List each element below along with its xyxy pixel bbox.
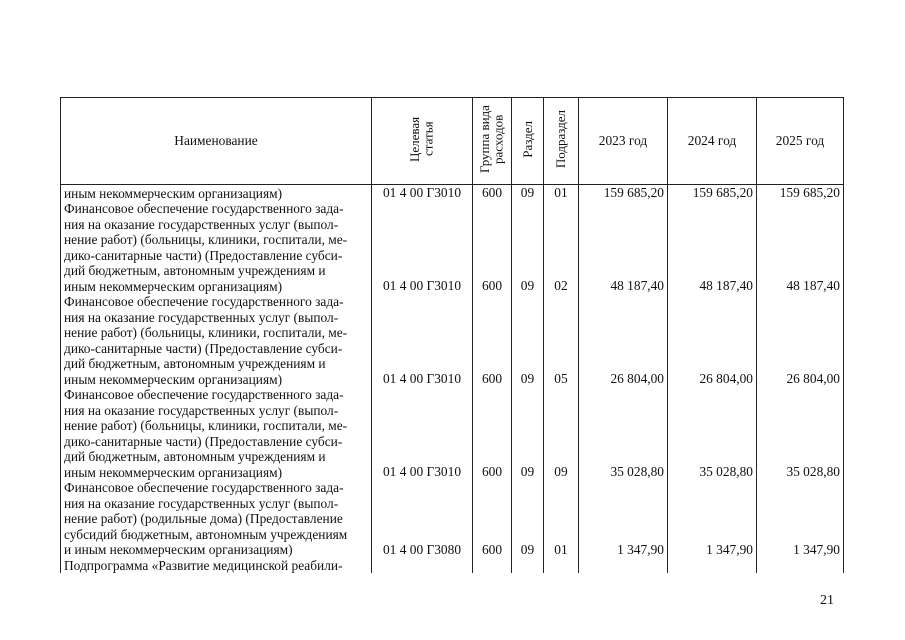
row-group-cell: 600 bbox=[473, 185, 512, 202]
row-target-cell: 01 4 00 Г3010 bbox=[372, 201, 473, 294]
row-2023-cell bbox=[579, 558, 668, 574]
row-2024-cell: 26 804,00 bbox=[668, 294, 757, 387]
row-name-line: ния на оказание государственных услуг (выпол- bbox=[64, 402, 339, 418]
row-section-cell: 09 bbox=[512, 201, 544, 294]
header-group: Группа вида расходов bbox=[473, 98, 512, 185]
row-target-cell: 01 4 00 Г3010 bbox=[372, 185, 473, 202]
table-row bbox=[61, 480, 844, 558]
header-name: Наименование bbox=[61, 98, 372, 185]
row-subsection-cell: 05 bbox=[544, 294, 579, 387]
row-2025-cell: 35 028,80 bbox=[757, 387, 844, 480]
row-2024-cell: 35 028,80 bbox=[668, 387, 757, 480]
row-name-line: ния на оказание государственных услуг (выпол- bbox=[64, 495, 339, 511]
row-name-line: дико-санитарные части) (Предоставление субси- bbox=[64, 247, 343, 263]
header-target: Целевая статья bbox=[372, 98, 473, 185]
row-subsection-cell: 02 bbox=[544, 201, 579, 294]
row-target-cell: 01 4 00 Г3010 bbox=[372, 294, 473, 387]
row-group-cell: 600 bbox=[473, 480, 512, 558]
row-2023-cell: 35 028,80 bbox=[579, 387, 668, 480]
row-name-line: Финансовое обеспечение государственного зада- bbox=[64, 480, 344, 495]
row-name-line: Финансовое обеспечение государственного зада- bbox=[64, 201, 344, 216]
header-section: Раздел bbox=[512, 98, 544, 185]
row-target-cell: 01 4 00 Г3010 bbox=[372, 387, 473, 480]
row-group-cell: 600 bbox=[473, 294, 512, 387]
table-body bbox=[61, 185, 844, 574]
row-name-cell bbox=[61, 294, 372, 387]
header-subsection: Подраздел bbox=[544, 98, 579, 185]
table-row bbox=[61, 558, 844, 574]
row-2025-cell: 1 347,90 bbox=[757, 480, 844, 558]
row-name-cell bbox=[61, 387, 372, 480]
header-2023: 2023 год bbox=[579, 98, 668, 185]
row-name-cell bbox=[61, 201, 372, 294]
row-2023-cell: 48 187,40 bbox=[579, 201, 668, 294]
row-name-line: и иным некоммерческим организациям) bbox=[64, 542, 293, 557]
row-2023-cell: 1 347,90 bbox=[579, 480, 668, 558]
row-section-cell bbox=[512, 558, 544, 574]
row-name-line: дий бюджетным, автономным учреждениям и bbox=[64, 263, 326, 278]
row-name-line: иным некоммерческим организациям) bbox=[64, 185, 283, 201]
row-name-line: дий бюджетным, автономным учреждениям и bbox=[64, 449, 326, 464]
row-group-cell bbox=[473, 558, 512, 574]
row-name-line: нение работ) (больницы, клиники, госпитали, ме- bbox=[64, 325, 348, 340]
row-2025-cell: 48 187,40 bbox=[757, 201, 844, 294]
row-name-line: Подпрограмма «Развитие медицинской реабили- bbox=[64, 557, 343, 573]
row-name-line: Финансовое обеспечение государственного зада- bbox=[64, 294, 344, 309]
row-2024-cell: 159 685,20 bbox=[668, 185, 757, 202]
row-section-cell: 09 bbox=[512, 387, 544, 480]
row-group-cell: 600 bbox=[473, 387, 512, 480]
row-2023-cell: 26 804,00 bbox=[579, 294, 668, 387]
header-2025: 2025 год bbox=[757, 98, 844, 185]
row-subsection-cell bbox=[544, 558, 579, 574]
row-name-cell bbox=[61, 558, 372, 574]
row-name-line: нение работ) (больницы, клиники, госпитали, ме- bbox=[64, 418, 348, 433]
row-subsection-cell: 01 bbox=[544, 185, 579, 202]
row-name-line: иным некоммерческим организациям) bbox=[64, 278, 283, 294]
row-name-line: субсидий бюджетным, автономным учреждениям bbox=[64, 526, 348, 542]
row-target-cell: 01 4 00 Г3080 bbox=[372, 480, 473, 558]
row-name-line: дико-санитарные части) (Предоставление субси- bbox=[64, 340, 343, 356]
row-name-line: иным некоммерческим организациям) bbox=[64, 371, 283, 387]
row-name-line: дий бюджетным, автономным учреждениям и bbox=[64, 356, 326, 371]
budget-table bbox=[60, 97, 844, 573]
page-number: 21 bbox=[820, 593, 834, 608]
row-name-line: ния на оказание государственных услуг (выпол- bbox=[64, 309, 339, 325]
row-2024-cell: 48 187,40 bbox=[668, 201, 757, 294]
row-section-cell: 09 bbox=[512, 294, 544, 387]
row-name-line: нение работ) (родильные дома) (Предоставление bbox=[64, 511, 343, 526]
row-section-cell: 09 bbox=[512, 480, 544, 558]
row-name-cell bbox=[61, 480, 372, 558]
row-target-cell bbox=[372, 558, 473, 574]
row-2025-cell: 26 804,00 bbox=[757, 294, 844, 387]
row-name-cell bbox=[61, 185, 372, 202]
row-2023-cell: 159 685,20 bbox=[579, 185, 668, 202]
header-2024: 2024 год bbox=[668, 98, 757, 185]
table-row bbox=[61, 201, 844, 294]
row-subsection-cell: 09 bbox=[544, 387, 579, 480]
row-2025-cell: 159 685,20 bbox=[757, 185, 844, 202]
row-2024-cell: 1 347,90 bbox=[668, 480, 757, 558]
row-name-line: Финансовое обеспечение государственного зада- bbox=[64, 387, 344, 402]
row-section-cell: 09 bbox=[512, 185, 544, 202]
table-header bbox=[61, 98, 844, 185]
row-2025-cell bbox=[757, 558, 844, 574]
row-2024-cell bbox=[668, 558, 757, 574]
row-group-cell: 600 bbox=[473, 201, 512, 294]
row-name-line: нение работ) (больницы, клиники, госпитали, ме- bbox=[64, 232, 348, 247]
table-row bbox=[61, 294, 844, 387]
table-row bbox=[61, 185, 844, 202]
row-name-line: иным некоммерческим организациям) bbox=[64, 464, 283, 480]
row-subsection-cell: 01 bbox=[544, 480, 579, 558]
row-name-line: дико-санитарные части) (Предоставление субси- bbox=[64, 433, 343, 449]
row-name-line: ния на оказание государственных услуг (выпол- bbox=[64, 216, 339, 232]
table-row bbox=[61, 387, 844, 480]
